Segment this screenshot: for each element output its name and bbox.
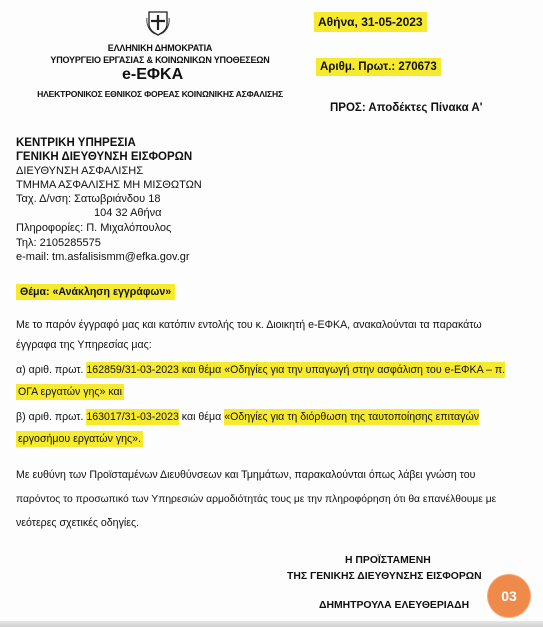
item-b-title: «Οδηγίες για τη διόρθωση της ταυτοποίησης επιταγών xyxy=(224,411,480,423)
contact-info: Πληροφορίες: Π. Μιχαλόπουλος xyxy=(16,222,172,234)
general-directorate: ΓΕΝΙΚΗ ΔΙΕΥΘΥΝΣΗ ΕΙΣΦΟΡΩΝ xyxy=(16,151,193,163)
signature-directorate: ΤΗΣ ΓΕΝΙΚΗΣ ΔΙΕΥΘΥΝΣΗΣ ΕΙΣΦΟΡΩΝ xyxy=(287,571,482,582)
page-bottom-edge xyxy=(0,621,543,627)
subject-line: Θέμα: «Ανάκληση εγγράφων» xyxy=(16,284,175,300)
ministry-line: ΥΠΟΥΡΓΕΙΟ ΕΡΓΑΣΙΑΣ & ΚΟΙΝΩΝΙΚΩΝ ΥΠΟΘΕΣΕΩΝ xyxy=(50,55,270,65)
item-b-title-continued: εργοσήμου εργατών γης». xyxy=(18,433,141,445)
body-paragraph-2-line-1: Με ευθύνη των Προϊσταμένων Διευθύνσεων και Τμημάτων, παρακαλούνται όπως λάβει γνώση του xyxy=(16,469,476,481)
republic-line: ΕΛΛΗΝΙΚΗ ΔΗΜΟΚΡΑΤΙΑ xyxy=(107,43,213,53)
protocol-number: Αριθμ. Πρωτ.: 270673 xyxy=(316,58,441,76)
telephone: Τηλ: 2105285575 xyxy=(16,237,101,249)
item-b-line-2 xyxy=(16,429,531,449)
agency-name: e-ΕΦΚΑ xyxy=(122,66,184,83)
department: ΤΜΗΜΑ ΑΣΦΑΛΙΣΗΣ ΜΗ ΜΙΣΘΩΤΩΝ xyxy=(16,179,202,191)
item-b-connector: και θέμα xyxy=(178,411,225,423)
address-city: 104 32 Αθήνα xyxy=(94,207,162,219)
agency-full-name: ΗΛΕΚΤΡΟΝΙΚΟΣ ΕΘΝΙΚΟΣ ΦΟΡΕΑΣ ΚΟΙΝΩΝΙΚΗΣ ΑΣΦΑΛΙΣΗΣ xyxy=(37,89,283,99)
item-a-reference: 162859/31-03-2023 και θέμα «Οδηγίες για την υπαγωγή στην ασφάλιση του e-ΕΦΚΑ – π. xyxy=(86,364,506,376)
body-paragraph-2-line-3: νεότερες σχετικές οδηγίες. xyxy=(16,517,139,529)
email-address: e-mail: tm.asfalisismm@efka.gov.gr xyxy=(16,251,190,263)
signature-name: ΔΗΜΗΤΡΟΥΛΑ ΕΛΕΥΘΕΡΙΑΔΗ xyxy=(319,600,470,611)
item-b-number: 163017/31-03-2023 xyxy=(86,411,179,423)
item-b-prefix: β) αριθ. πρωτ. xyxy=(16,411,87,423)
item-a-line-1 xyxy=(16,360,531,380)
directorate: ΔΙΕΥΘΥΝΣΗ ΑΣΦΑΛΙΣΗΣ xyxy=(16,165,144,177)
page-number-badge: 03 xyxy=(488,575,530,617)
body-paragraph-1-line-2: έγγραφα της Υπηρεσίας μας: xyxy=(16,339,152,351)
item-a-reference-continued: ΟΓΑ εργατών γης» και xyxy=(18,386,123,398)
greek-coat-of-arms-icon xyxy=(146,10,170,36)
body-paragraph-2-line-2: παρόντος το προσωπικό των Υπηρεσιών αρμοδιότητάς τους με την πληροφόρηση ότι θα επανέλθουμε με xyxy=(16,494,497,505)
body-paragraph-1-line-1: Με το παρόν έγγραφό μας και κατόπιν εντολής του κ. Διοικητή e-ΕΦΚΑ, ανακαλούνται τα παρακάτω xyxy=(16,319,482,331)
place-date: Αθήνα, 31-05-2023 xyxy=(314,12,427,32)
item-a-prefix: α) αριθ. πρωτ. xyxy=(16,364,87,376)
recipients: ΠΡΟΣ: Αποδέκτες Πίνακα Α' xyxy=(330,102,483,114)
address: Ταχ. Δ/νση: Σατωβριάνδου 18 xyxy=(16,193,161,205)
signature-title: Η ΠΡΟΪΣΤΑΜΕΝΗ xyxy=(345,555,431,566)
item-a-line-2 xyxy=(16,382,531,402)
item-b-line-1 xyxy=(16,407,531,427)
central-service: ΚΕΝΤΡΙΚΗ ΥΠΗΡΕΣΙΑ xyxy=(16,137,136,149)
